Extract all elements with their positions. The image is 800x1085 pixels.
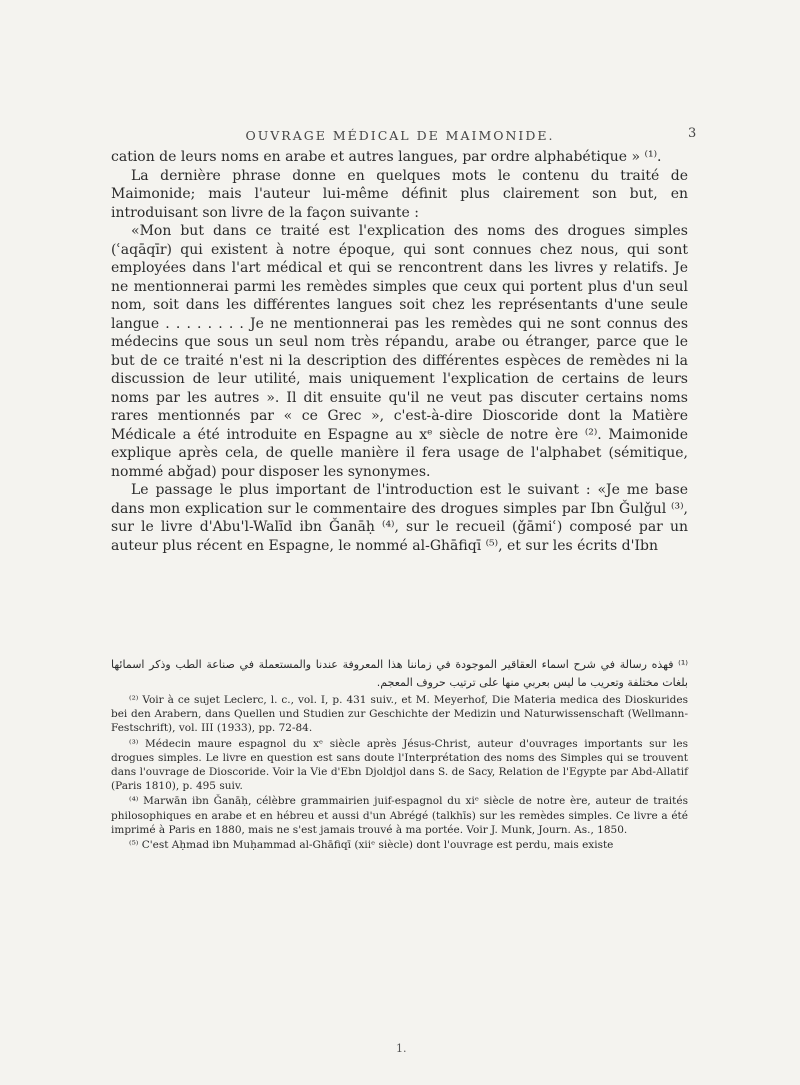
page-number: 3 — [688, 126, 697, 141]
running-title: OUVRAGE MÉDICAL DE MAIMONIDE. — [245, 128, 555, 143]
paragraph-3: «Mon but dans ce traité est l'explication des noms des drogues simples (ʿaqāqīr) qui existent à notre époque, qui sont connues chez nous, qui sont employées dans l'art médical et qui se rencontrent dans les livres y relatifs. Je ne mentionnerai parmi les remèdes simples que ceux qui portent plus d'un seul nom, soit dans les différentes langues soit chez les représentants d'une seule langue . . . . . . . . Je ne mentionnerai pas les remèdes qui ne sont connus des médecins que sous un seul nom très répandu, arabe ou étranger, parce que le but de ce traité n'est ni la description des différentes espèces de remèdes ni la discussion de leur utilité, mais uniquement l'explication de certains de leurs noms par les autres ». Il dit ensuite qu'il ne veut pas discuter certains noms rares mentionnés par « ce Grec », c'est-à-dire Dioscoride dont la Matière Médicale a été introduite en Espagne au xᵉ siècle de notre ère ⁽²⁾. Maimonide explique après cela, de quelle manière il fera usage de l'alphabet (sémitique, nommé abǧad) pour disposer les synonymes. — [111, 223, 688, 480]
signature-mark: 1. — [396, 1042, 407, 1055]
footnote-1-arabic: ⁽¹⁾ فهذه رسالة في شرح اسماء العقاقير الموجودة في زماننا هذا المعروفة عندنا والمستعملة في صناعة الطب وذكر اسمائها بلغات مختلفة وتعريب ما ليس بعربي منها على ترتيب حروف المعجم. — [111, 658, 688, 689]
footnote-3: ⁽³⁾ Médecin maure espagnol du xᵉ siècle après Jésus-Christ, auteur d'ouvrages importants sur les drogues simples. Le livre en question est sans doute l'Interprétation des noms des Simples qui se trouvent dans l'ouvrage de Dioscoride. Voir la Vie d'Ebn Djoldjol dans S. de Sacy, Relation de l'Egypte par Abd-Allatif (Paris 1810), p. 495 suiv. — [111, 737, 688, 793]
main-text — [111, 148, 688, 555]
footnote-4: ⁽⁴⁾ Marwān ibn Ǧanāḥ, célèbre grammairien juif-espagnol du xiᵉ siècle de notre ère, auteur de traités philosophiques en arabe et en hébreu et aussi d'un Abrégé (talkhīs) sur les remèdes simples. Ce livre a été imprimé à Paris en 1880, mais ne s'est jamais trouvé à ma portée. Voir J. Munk, Journ. As., 1850. — [111, 795, 688, 836]
footnote-5: ⁽⁵⁾ C'est Aḥmad ibn Muḥammad al-Ghāfiqī (xiiᵉ siècle) dont l'ouvrage est perdu, mais existe — [129, 839, 614, 852]
paragraph-2: La dernière phrase donne en quelques mots le contenu du traité de Maimonide; mais l'auteur lui-même définit plus clairement son but, en introduisant son livre de la façon suivante : — [111, 167, 688, 221]
paragraph-4: Le passage le plus important de l'introduction est le suivant : «Je me base dans mon explication sur le commentaire des drogues simples par Ibn Ǧulǧul ⁽³⁾, sur le livre d'Abu'l-Walīd ibn Ǧanāḥ ⁽⁴⁾, sur le recueil (ǧāmiʿ) composé par un auteur plus récent en Espagne, le nommé al-Ghāfiqī ⁽⁵⁾, et sur les écrits d'Ibn — [111, 482, 688, 554]
footnotes — [111, 656, 688, 853]
paragraph-1: cation de leurs noms en arabe et autres langues, par ordre alphabétique » ⁽¹⁾. — [111, 149, 662, 165]
footnote-2: ⁽²⁾ Voir à ce sujet Leclerc, l. c., vol. I, p. 431 suiv., et M. Meyerhof, Die Materia medica des Dioskurides bei den Arabern, dans Quellen und Studien zur Geschichte der Medizin und Naturwissenschaft (Wellmann-Festschrift), vol. III (1933), pp. 72-84. — [111, 694, 688, 735]
